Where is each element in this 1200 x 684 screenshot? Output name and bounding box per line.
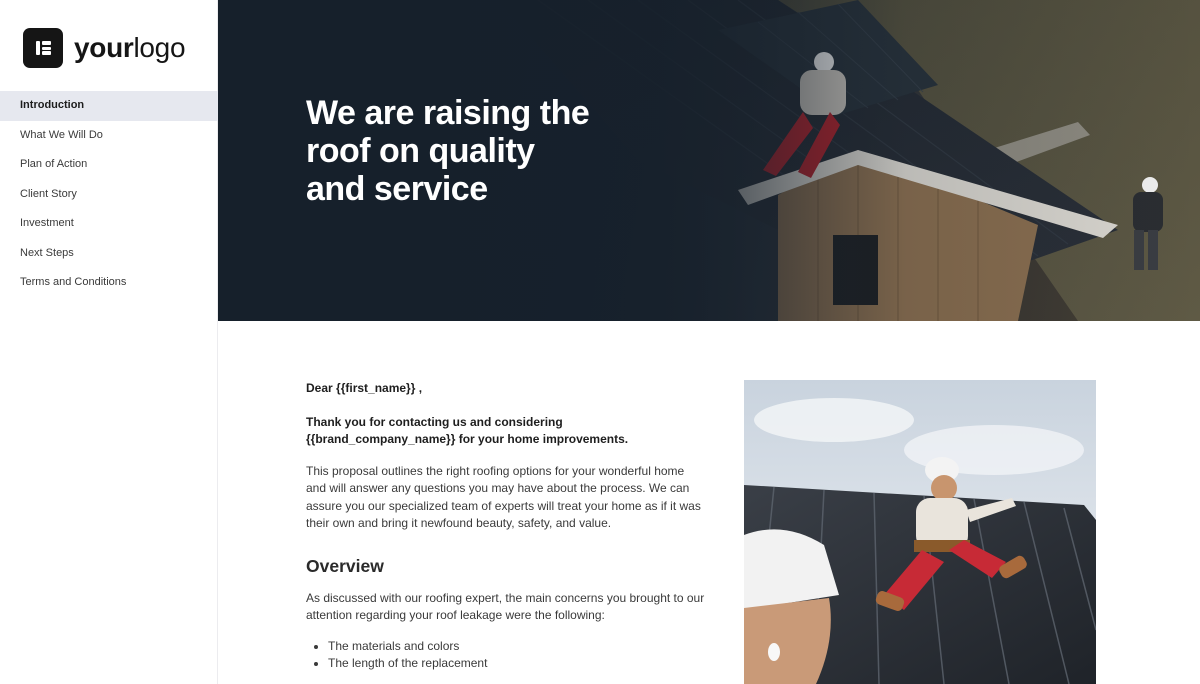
sidebar [0, 0, 218, 684]
logo[interactable] [23, 28, 185, 68]
overview-heading: Overview [306, 555, 384, 576]
nav-item-client-story[interactable]: Client Story [20, 187, 77, 200]
greeting: Dear {{first_name}} , [306, 381, 423, 395]
section-nav [0, 91, 218, 298]
hero-title-line: roof on quality [306, 132, 535, 170]
nav-item-what-we-will-do[interactable]: What We Will Do [20, 128, 103, 141]
letter-body [306, 380, 706, 673]
thanks-line: {{brand_company_name}} for your home improvements. [306, 432, 629, 446]
thanks-paragraph [306, 414, 706, 449]
thanks-line: Thank you for contacting us and considering [306, 414, 563, 429]
nav-item-plan-of-action[interactable]: Plan of Action [20, 158, 88, 170]
nav-item-investment[interactable]: Investment [20, 217, 74, 229]
nav-item-introduction[interactable]: Introduction [0, 91, 218, 121]
hero-banner [218, 0, 1200, 321]
hero-title-line: We are raising the [306, 94, 590, 132]
logo-mark-icon [23, 28, 63, 68]
roofer-photo [744, 380, 1096, 684]
concerns-list [306, 638, 706, 673]
overview-paragraph: As discussed with our roofing expert, the main concerns you brought to our attention regarding your roof leakage were the following: [306, 590, 705, 622]
logo-text: yourlogo [74, 32, 186, 63]
nav-item-terms-and-conditions[interactable]: Terms and Conditions [20, 276, 127, 288]
intro-paragraph: This proposal outlines the right roofing options for your wonderful home and will answer any questions you may have about the process. We can assure you our specialized team of experts will treat your home as if it was their own and bring it newfound beauty, safety, and value. [306, 463, 701, 530]
hero-title-line: and service [306, 170, 488, 208]
nav-item-next-steps[interactable]: Next Steps [20, 246, 74, 259]
hero-title [306, 94, 646, 208]
list-item: The length of the replacement [314, 655, 706, 673]
list-item: The materials and colors [314, 638, 706, 656]
